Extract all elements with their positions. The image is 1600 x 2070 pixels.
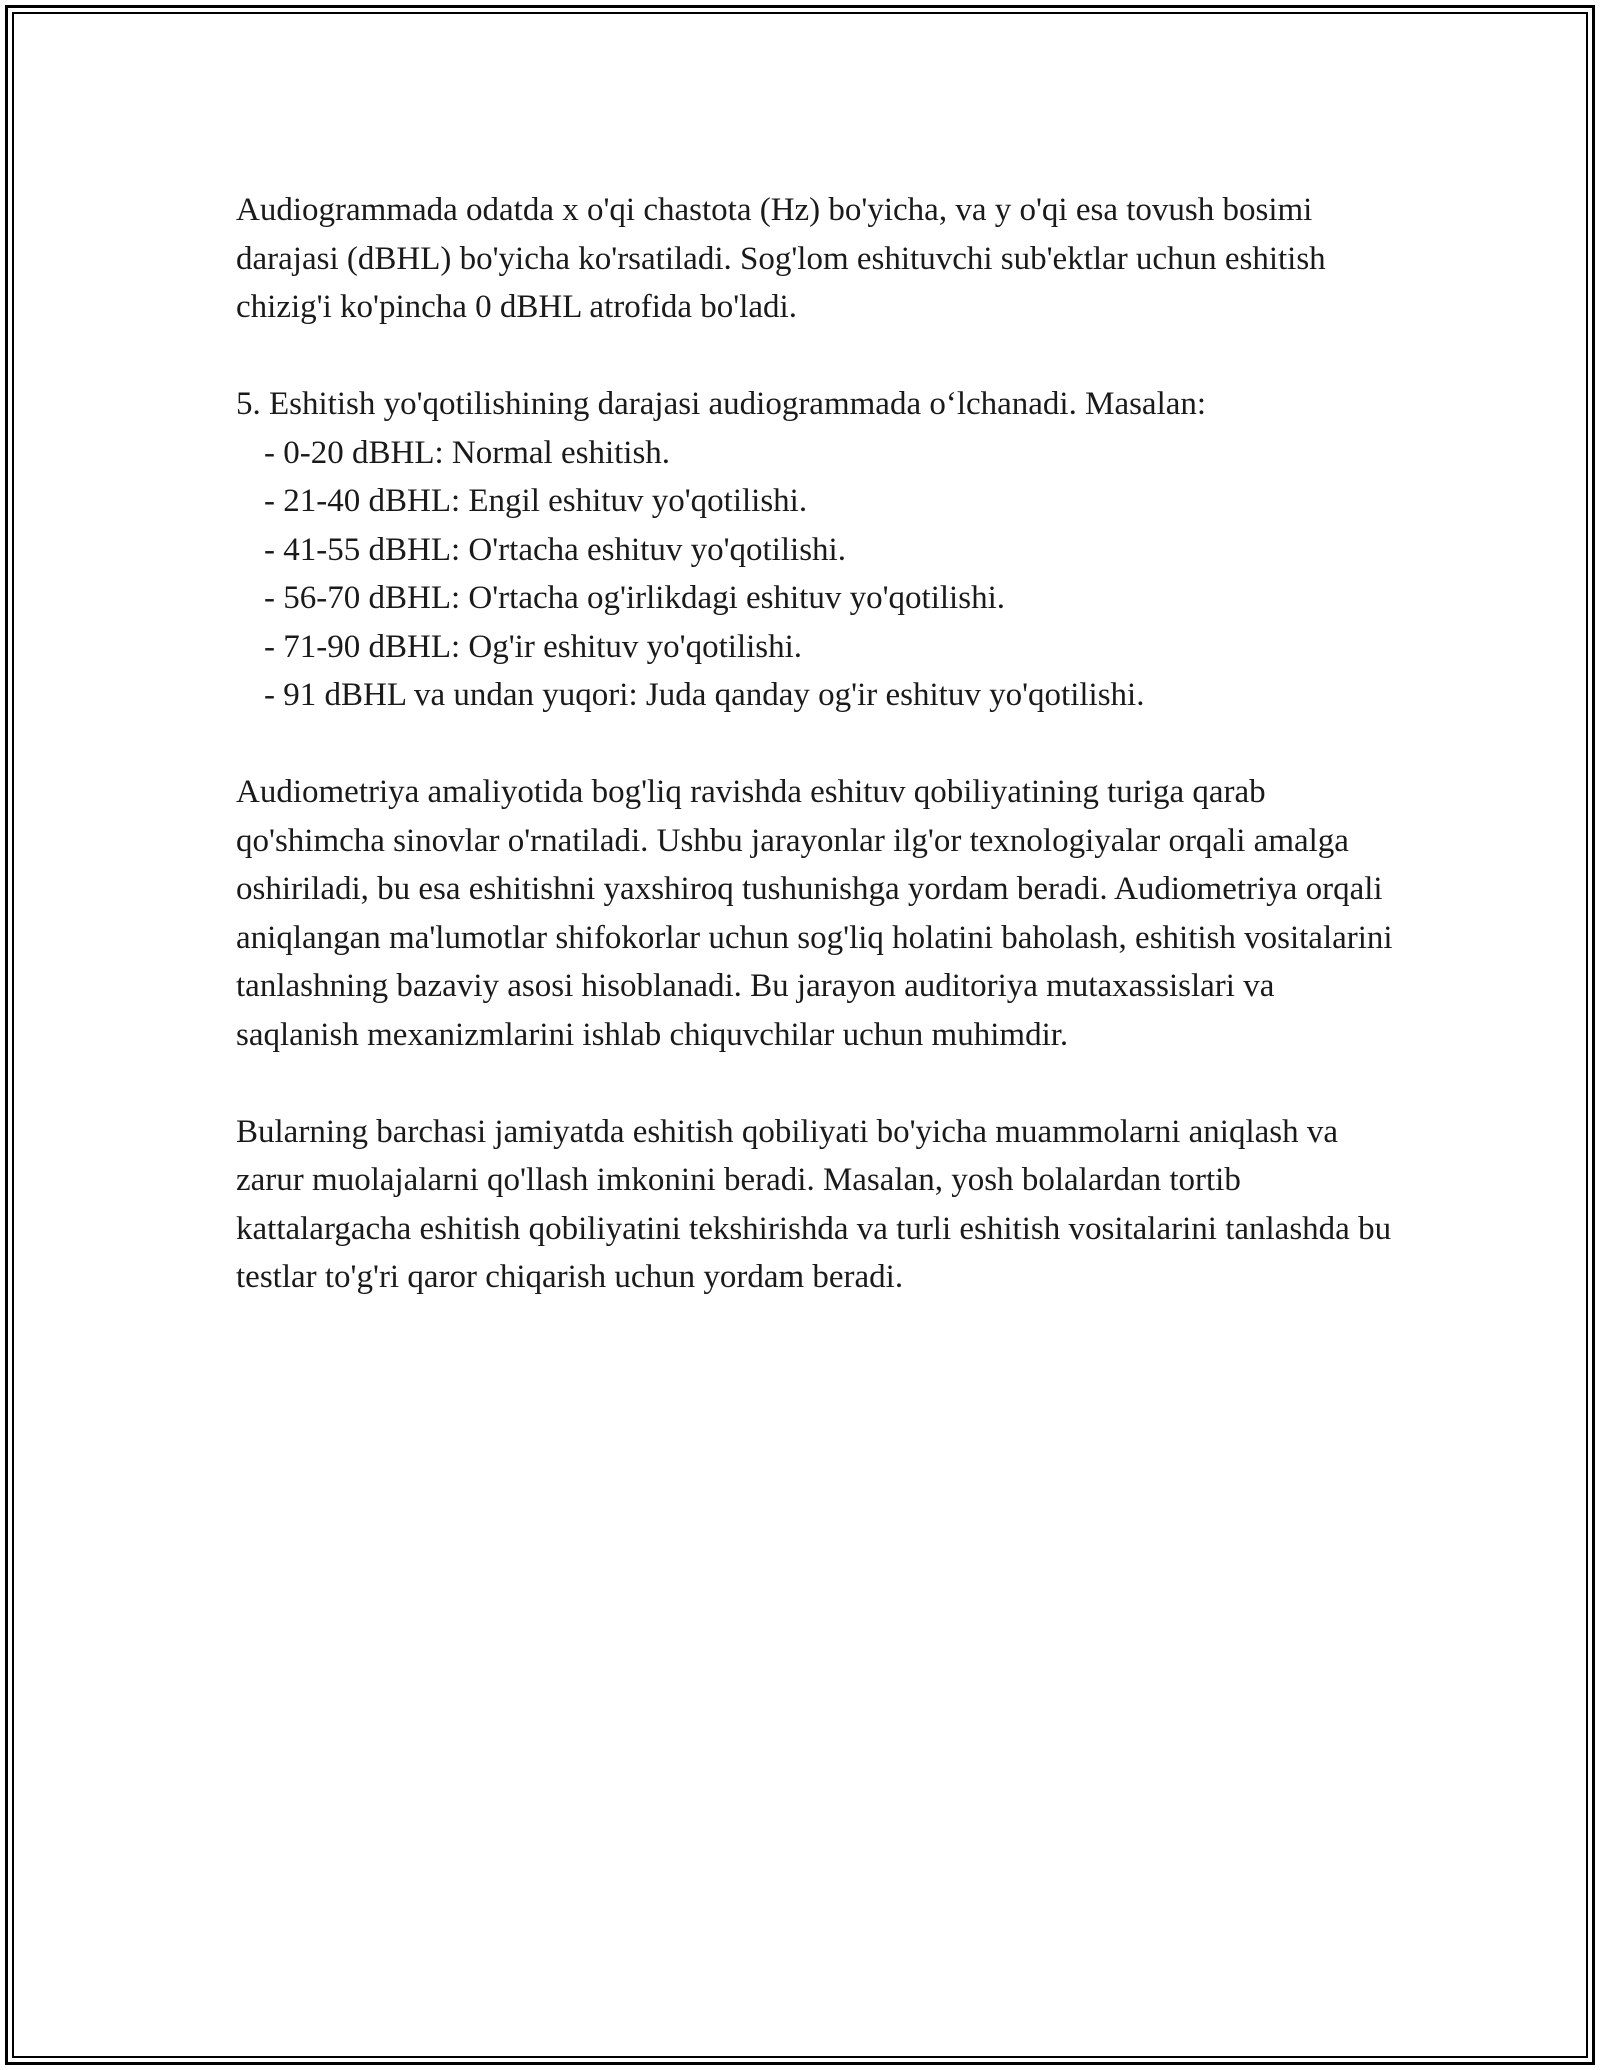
list-item: - 71-90 dBHL: Og'ir eshituv yo'qotilishi. — [264, 628, 803, 665]
paragraph-spacer — [236, 720, 1396, 769]
paragraph-audiometry-practice: Audiometriya amaliyotida bog'liq ravishda eshituv qobiliyatining turiga qarab qo'shimcha sinovlar o'rnatiladi. Ushbu jarayonlar ilg'or texnologiyalar orqali amalga oshiriladi, bu esa eshitishni yaxshiroq tushunishga yordam beradi. Audiometriya orqali aniqlangan ma'lumotlar shifokorlar uchun sog'liq holatini baholash, eshitish vositalarini tanlashning bazaviy asosi hisoblanadi. Bu jarayon auditoriya mutaxassislari va saqlanish mexanizmlarini ishlab chiquvchilar uchun muhimdir. — [236, 774, 1393, 1053]
hearing-loss-list-intro: 5. Eshitish yo'qotilishining darajasi audiogrammada o‘lchanadi. Masalan: — [236, 386, 1207, 422]
paragraph-conclusion: Bularning barchasi jamiyatda eshitish qobiliyati bo'yicha muammolarni aniqlash va zarur muolajalarni qo'llash imkonini beradi. Masalan, yosh bolalardan tortib kattalargacha eshitish qobiliyatini tekshirishda va turli eshitish vositalarini tanlashda bu testlar to'g'ri qaror chiqarish uchun yordam beradi. — [236, 1113, 1392, 1295]
list-item: - 91 dBHL va undan yuqori: Juda qanday og'ir eshituv yo'qotilishi. — [264, 677, 1145, 713]
paragraph-audiogram-axes: Audiogrammada odatda x o'qi chastota (Hz) bo'yicha, va y o'qi esa tovush bosimi darajasi (dBHL) bo'yicha ko'rsatiladi. Sog'lom eshituvchi sub'ektlar uchun eshitish chizig'i ko'pincha 0 dBHL atrofida bo'ladi. — [236, 192, 1326, 325]
paragraph-spacer — [236, 332, 1396, 381]
list-item: - 56-70 dBHL: O'rtacha og'irlikdagi eshituv yo'qotilishi. — [264, 580, 1005, 616]
hearing-loss-levels-list — [236, 429, 1396, 720]
paragraph-spacer — [236, 1059, 1396, 1108]
list-item: - 41-55 dBHL: O'rtacha eshituv yo'qotilishi. — [264, 531, 846, 568]
list-item: - 0-20 dBHL: Normal eshitish. — [264, 434, 671, 471]
document-body — [236, 186, 1396, 1302]
list-item: - 21-40 dBHL: Engil eshituv yo'qotilishi. — [264, 483, 808, 519]
